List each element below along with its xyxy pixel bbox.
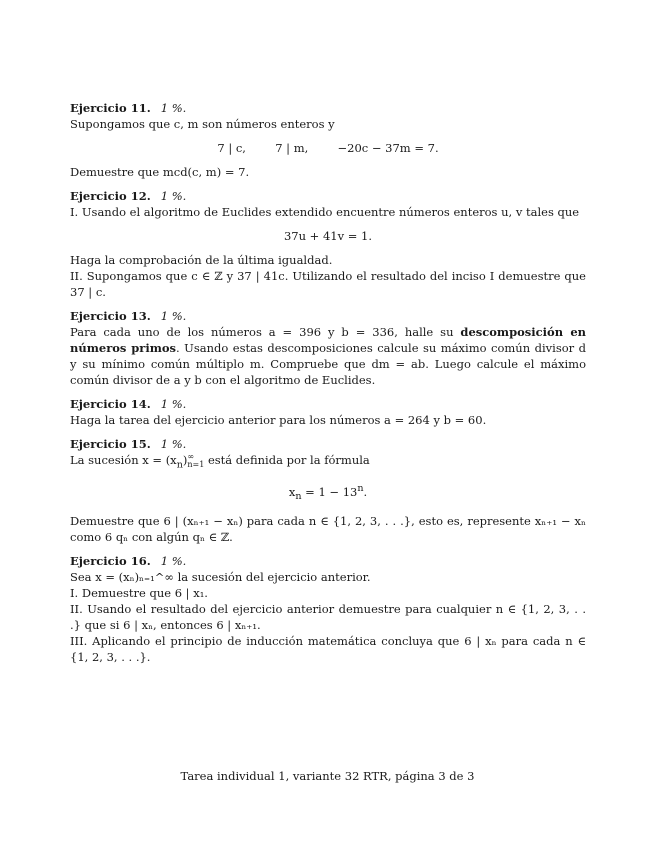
- exercise-percent: 1 %.: [160, 397, 187, 411]
- exercise-text: Haga la tarea del ejercicio anterior para los números a = 264 y b = 60.: [70, 413, 487, 427]
- exercise-percent: 1 %.: [160, 189, 187, 203]
- exercise-text: [70, 452, 586, 473]
- page-footer: Tarea individual 1, variante 32 RTR, página 3 de 3: [180, 769, 475, 783]
- exercise-text: I. Demuestre que 6 | x₁.: [70, 586, 208, 601]
- text-segment: x: [288, 485, 296, 500]
- exercise-heading: [70, 436, 586, 452]
- display-equation: [70, 481, 586, 505]
- exercise-text: I. Usando el algoritmo de Euclides extendido encuentre números enteros u, v tales que: [70, 205, 580, 219]
- exercise-percent: 1 %.: [160, 101, 187, 115]
- exercise-text: II. Supongamos que c ∈ ℤ y 37 | 41c. Utilizando el resultado del inciso I demuestre que 37 | c.: [70, 269, 586, 299]
- exercise-14: [70, 396, 586, 428]
- exercise-title: Ejercicio 13.: [70, 309, 151, 323]
- superscript: ∞: [187, 452, 195, 461]
- exercise-text: Demuestre que 6 | (xₙ₊₁ − xₙ) para cada n ∈ {1, 2, 3, . . .}, esto es, represente xₙ₊₁ − xₙ como 6 qₙ con algún qₙ ∈ ℤ.: [70, 514, 586, 545]
- exercise-13: [70, 308, 586, 388]
- exercise-percent: 1 %.: [160, 554, 187, 569]
- exercise-heading: [70, 553, 586, 569]
- text-segment: Para cada uno de los números a = 396 y b = 336, halle su: [70, 325, 461, 339]
- text-segment: .: [363, 485, 368, 500]
- display-equation: 37u + 41v = 1.: [283, 229, 373, 243]
- exercise-percent: 1 %.: [160, 437, 187, 451]
- exercise-heading: [70, 396, 586, 412]
- subscript: n: [176, 459, 183, 471]
- exercise-heading: [70, 188, 586, 204]
- exercise-percent: 1 %.: [160, 309, 187, 323]
- text-segment: La sucesión x = (x: [70, 453, 177, 467]
- exercise-title: Ejercicio 12.: [70, 189, 151, 203]
- exercise-heading: [70, 308, 586, 324]
- text-segment: está definida por la fórmula: [204, 453, 370, 467]
- exercise-text: II. Usando el resultado del ejercicio anterior demuestre para cualquier n ∈ {1, 2, 3, . . .} que si 6 | xₙ, entonces 6 | xₙ₊₁.: [70, 602, 586, 633]
- exercise-title: Ejercicio 11.: [70, 101, 151, 115]
- exercise-title: Ejercicio 15.: [70, 437, 151, 451]
- exercise-16: [70, 553, 586, 665]
- text-segment: ): [182, 453, 188, 467]
- document-body: [70, 100, 586, 673]
- exercise-heading: [70, 100, 586, 116]
- subscript: n=1: [187, 460, 205, 469]
- exercise-12: [70, 188, 586, 300]
- text-segment: = 1 − 13: [301, 485, 358, 500]
- exercise-text: III. Aplicando el principio de inducción matemática concluya que 6 | xₙ para cada n ∈ {1, 2, 3, . . .}.: [70, 634, 586, 665]
- exercise-text: Sea x = (xₙ)ₙ₌₁^∞ la sucesión del ejercicio anterior.: [70, 570, 371, 585]
- exercise-title: Ejercicio 14.: [70, 397, 151, 411]
- exercise-text: Supongamos que c, m son números enteros y: [70, 117, 335, 131]
- bold-term: descomposición en números primos: [70, 325, 587, 355]
- exercise-11: [70, 100, 586, 180]
- limits: [187, 453, 204, 469]
- exercise-text: [70, 324, 586, 388]
- exercise-title: Ejercicio 16.: [70, 554, 151, 569]
- text-segment: . Usando estas descomposiciones calcule su máximo común divisor d y su mínimo común múltiplo m. Compruebe que dm = ab. Luego calcule el máximo común divisor de a y b con el algoritmo de Euclides.: [70, 341, 586, 387]
- exercise-text: Demuestre que mcd(c, m) = 7.: [70, 165, 250, 179]
- subscript: n: [295, 491, 302, 503]
- display-equation: 7 | c, 7 | m, −20c − 37m = 7.: [217, 141, 439, 155]
- superscript: n: [357, 483, 364, 495]
- exercise-15: [70, 436, 586, 545]
- exercise-text: Haga la comprobación de la última igualdad.: [70, 253, 333, 267]
